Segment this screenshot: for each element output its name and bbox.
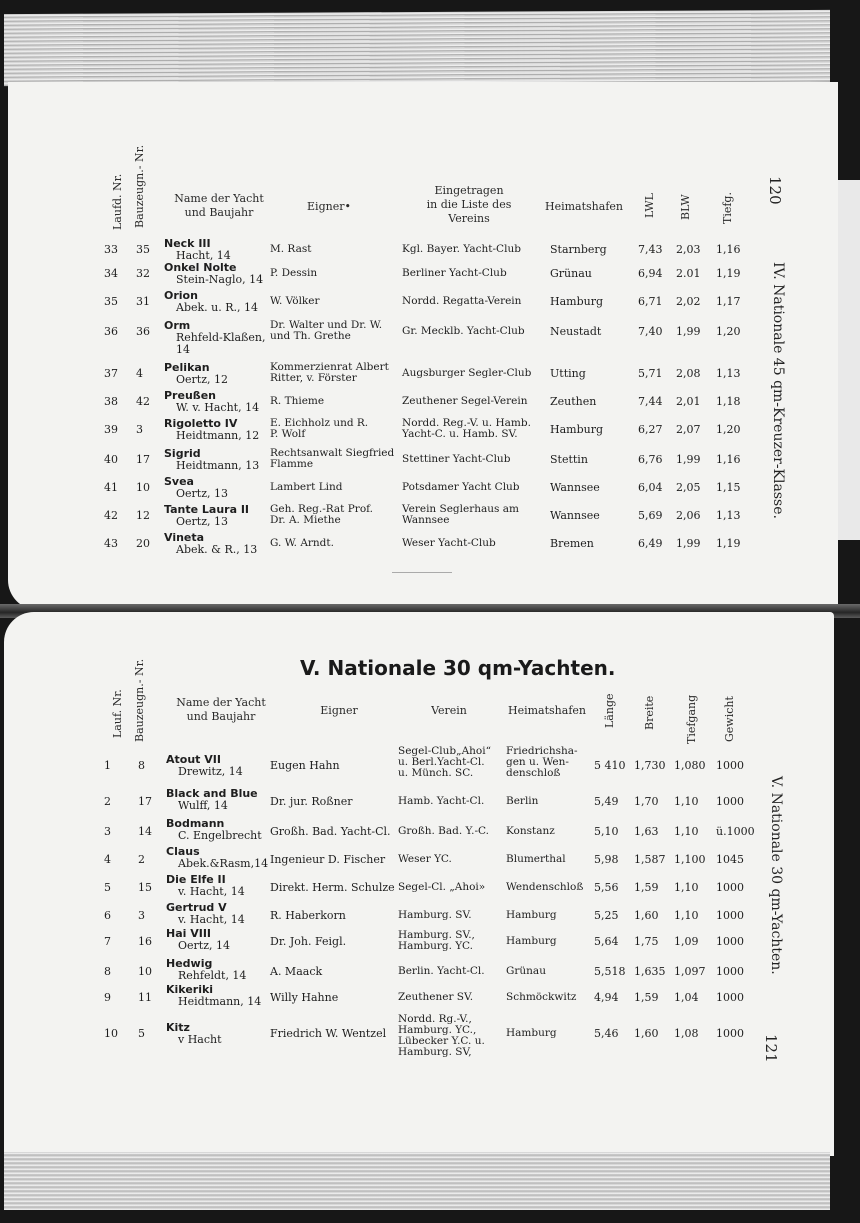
home-port: Utting — [550, 367, 586, 380]
lwl-value: 6,76 — [638, 453, 663, 466]
builder-year: W. v. Hacht, 14 — [176, 401, 260, 414]
gewicht-value: 1000 — [716, 935, 744, 948]
builder-year: Abek. & R., 13 — [176, 543, 258, 556]
header-lauf-nr: Lauf. Nr. — [111, 689, 124, 738]
tiefgang-value: 1,10 — [674, 881, 699, 894]
gewicht-value: 1000 — [716, 909, 744, 922]
club: Kgl. Bayer. Yacht-Club — [402, 243, 521, 255]
club: Potsdamer Yacht Club — [402, 481, 520, 493]
home-port: Blumerthal — [506, 853, 566, 865]
blw-value: 1,99 — [676, 453, 701, 466]
header-tiefg: Tiefg. — [721, 192, 734, 224]
yacht-name: Die Elfe II — [166, 873, 226, 886]
laenge-value: 5,98 — [594, 853, 619, 866]
row-number: 33 — [104, 243, 118, 256]
bauzeugnis-number: 3 — [138, 909, 145, 922]
club: Segel-Club„Ahoi“ u. Berl.Yacht-Cl. u. Münch. SC. — [398, 745, 491, 779]
yacht-name: Kitz — [166, 1021, 190, 1034]
club: Hamburg. SV., Hamburg. YC. — [398, 929, 475, 952]
laenge-value: 5,10 — [594, 825, 619, 838]
bauzeugnis-number: 17 — [136, 453, 150, 466]
header-verein: Verein — [431, 704, 467, 717]
tiefgang-value: 1,19 — [716, 537, 741, 550]
row-number: 9 — [104, 991, 111, 1004]
club: Zeuthener Segel-Verein — [402, 395, 528, 407]
owner: Direkt. Herm. Schulze — [270, 881, 395, 894]
row-number: 4 — [104, 853, 111, 866]
header-lfd-nr: Laufd. Nr. — [111, 173, 124, 230]
owner: M. Rast — [270, 243, 312, 255]
owner: A. Maack — [270, 965, 323, 978]
blw-value: 2,07 — [676, 423, 701, 436]
section-title: V. Nationale 30 qm-Yachten. — [300, 656, 616, 680]
home-port: Friedrichsha- gen u. Wen- denschloß — [506, 745, 578, 779]
row-number: 2 — [104, 795, 111, 808]
gewicht-value: 1000 — [716, 965, 744, 978]
club: Weser YC. — [398, 853, 452, 865]
home-port: Hamburg — [506, 935, 557, 947]
lwl-value: 6,71 — [638, 295, 663, 308]
lwl-value: 6,94 — [638, 267, 663, 280]
yacht-name: Atout VII — [166, 753, 221, 766]
header-heimatshafen: Heimatshafen — [545, 200, 623, 213]
header-bauzeugn-nr: Bauzeugn.- Nr. — [133, 658, 146, 742]
bauzeugnis-number: 10 — [136, 481, 150, 494]
bauzeugnis-number: 10 — [138, 965, 152, 978]
builder-year: Oertz, 13 — [176, 515, 228, 528]
laenge-value: 5,46 — [594, 1027, 619, 1040]
blw-value: 2,03 — [676, 243, 701, 256]
blw-value: 2,05 — [676, 481, 701, 494]
owner: R. Haberkorn — [270, 909, 346, 922]
lwl-value: 7,40 — [638, 325, 663, 338]
builder-year: v. Hacht, 14 — [178, 913, 245, 926]
bauzeugnis-number: 14 — [138, 825, 152, 838]
laenge-value: 4,94 — [594, 991, 619, 1004]
owner: Friedrich W. Wentzel — [270, 1027, 387, 1040]
header-heimatshafen: Heimatshafen — [508, 704, 586, 717]
lwl-value: 5,69 — [638, 509, 663, 522]
row-number: 3 — [104, 825, 111, 838]
home-port: Starnberg — [550, 243, 607, 256]
row-number: 1 — [104, 759, 111, 772]
row-number: 39 — [104, 423, 118, 436]
builder-year: Oertz, 13 — [176, 487, 228, 500]
home-port: Schmöckwitz — [506, 991, 577, 1003]
yacht-name: Orion — [164, 289, 198, 302]
yacht-name: Hedwig — [166, 957, 213, 970]
row-number: 43 — [104, 537, 118, 550]
breite-value: 1,63 — [634, 825, 659, 838]
tiefgang-value: 1,097 — [674, 965, 706, 978]
tiefgang-value: 1,16 — [716, 453, 741, 466]
tiefgang-value: 1,17 — [716, 295, 741, 308]
owner: Lambert Lind — [270, 481, 343, 493]
club: Berlin. Yacht-Cl. — [398, 965, 485, 977]
home-port: Berlin — [506, 795, 539, 807]
bauzeugnis-number: 17 — [138, 795, 152, 808]
tiefgang-value: 1,20 — [716, 423, 741, 436]
running-title-upper: IV. Nationale 45 qm-Kreuzer-Klasse. — [770, 262, 786, 519]
builder-year: Hacht, 14 — [176, 249, 231, 262]
bauzeugnis-number: 20 — [136, 537, 150, 550]
owner: Großh. Bad. Yacht-Cl. — [270, 825, 391, 838]
club: Nordd. Regatta-Verein — [402, 295, 522, 307]
club: Stettiner Yacht-Club — [402, 453, 511, 465]
bauzeugnis-number: 42 — [136, 395, 150, 408]
breite-value: 1,59 — [634, 881, 659, 894]
club: Zeuthener SV. — [398, 991, 474, 1003]
builder-year: Rehfeld-Klaßen, 14 — [176, 331, 266, 356]
tiefgang-value: 1,100 — [674, 853, 706, 866]
owner: Dr. Walter und Dr. W. und Th. Grethe — [270, 319, 383, 342]
builder-year: C. Engelbrecht — [178, 829, 262, 842]
header-eigner: Eigner — [320, 704, 358, 717]
breite-value: 1,60 — [634, 1027, 659, 1040]
club: Segel-Cl. „Ahoi» — [398, 881, 486, 893]
owner: E. Eichholz und R. P. Wolf — [270, 417, 369, 440]
row-number: 36 — [104, 325, 118, 338]
home-port: Hamburg — [550, 295, 604, 308]
yacht-name: Neck III — [164, 237, 211, 250]
owner: Eugen Hahn — [270, 759, 340, 772]
row-number: 42 — [104, 509, 118, 522]
header-name: Name der Yacht und Baujahr — [176, 696, 266, 723]
yacht-name: Pelikan — [164, 361, 210, 374]
yacht-name: Rigoletto IV — [164, 417, 238, 430]
yacht-name: Onkel Nolte — [164, 261, 237, 274]
home-port: Stettin — [550, 453, 588, 466]
bauzeugnis-number: 11 — [138, 991, 152, 1004]
gewicht-value: 1000 — [716, 991, 744, 1004]
header-bauzeugn-nr: Bauzeugn.- Nr. — [133, 144, 146, 228]
yacht-name: Hai VIII — [166, 927, 212, 940]
tiefgang-value: 1,04 — [674, 991, 699, 1004]
bauzeugnis-number: 35 — [136, 243, 150, 256]
tiefgang-value: 1,19 — [716, 267, 741, 280]
club: Großh. Bad. Y.-C. — [398, 825, 490, 837]
builder-year: v Hacht — [178, 1033, 222, 1046]
bauzeugnis-number: 12 — [136, 509, 150, 522]
tiefgang-value: 1,20 — [716, 325, 741, 338]
builder-year: Abek. u. R., 14 — [176, 301, 259, 314]
bauzeugnis-number: 15 — [138, 881, 152, 894]
owner: G. W. Arndt. — [270, 537, 334, 549]
builder-year: Rehfeldt, 14 — [178, 969, 247, 982]
tiefgang-value: 1,13 — [716, 509, 741, 522]
lwl-value: 7,43 — [638, 243, 663, 256]
row-number: 6 — [104, 909, 111, 922]
owner: Dr. Joh. Feigl. — [270, 935, 347, 948]
laenge-value: 5,64 — [594, 935, 619, 948]
blw-value: 1,99 — [676, 537, 701, 550]
builder-year: Wulff, 14 — [178, 799, 228, 812]
gewicht-value: ü.1000 — [716, 825, 755, 838]
owner: Dr. jur. Roßner — [270, 795, 353, 808]
yacht-name: Tante Laura II — [164, 503, 250, 516]
row-number: 10 — [104, 1027, 118, 1040]
blw-value: 2.01 — [676, 267, 701, 280]
page-stack-top — [4, 10, 830, 86]
builder-year: Stein-Naglo, 14 — [176, 273, 264, 286]
laenge-value: 5,56 — [594, 881, 619, 894]
header-tiefgang: Tiefgang — [685, 694, 698, 744]
owner: Geh. Reg.-Rat Prof. Dr. A. Miethe — [270, 503, 373, 526]
yacht-name: Preußen — [164, 389, 216, 402]
club: Augsburger Segler-Club — [402, 367, 532, 379]
header-laenge: Länge — [603, 693, 616, 728]
laenge-value: 5,518 — [594, 965, 626, 978]
blw-value: 2,08 — [676, 367, 701, 380]
gewicht-value: 1000 — [716, 881, 744, 894]
bauzeugnis-number: 32 — [136, 267, 150, 280]
header-eigner: Eigner• — [307, 200, 351, 213]
header-eingetragen: Eingetragen in die Liste des Vereins — [426, 184, 512, 225]
gewicht-value: 1000 — [716, 1027, 744, 1040]
tiefgang-value: 1,080 — [674, 759, 706, 772]
breite-value: 1,60 — [634, 909, 659, 922]
header-lwl: LWL — [643, 193, 656, 218]
tiefgang-value: 1,10 — [674, 825, 699, 838]
club: Nordd. Reg.-V. u. Hamb. Yacht-C. u. Hamb. SV. — [402, 417, 531, 440]
blw-value: 2,02 — [676, 295, 701, 308]
home-port: Grünau — [550, 267, 592, 280]
gewicht-value: 1000 — [716, 795, 744, 808]
owner: P. Dessin — [270, 267, 318, 279]
breite-value: 1,730 — [634, 759, 666, 772]
header-name: Name der Yacht und Baujahr — [174, 192, 264, 219]
yacht-name: Sigrid — [164, 447, 201, 460]
lwl-value: 5,71 — [638, 367, 663, 380]
home-port: Konstanz — [506, 825, 555, 837]
breite-value: 1,635 — [634, 965, 666, 978]
builder-year: Drewitz, 14 — [178, 765, 243, 778]
row-number: 41 — [104, 481, 118, 494]
tiefgang-value: 1,13 — [716, 367, 741, 380]
owner: Kommerzienrat Albert Ritter, v. Förster — [270, 361, 389, 384]
row-number: 38 — [104, 395, 118, 408]
home-port: Hamburg — [506, 909, 557, 921]
home-port: Wannsee — [550, 509, 600, 522]
club: Hamburg. SV. — [398, 909, 472, 921]
breite-value: 1,70 — [634, 795, 659, 808]
club: Weser Yacht-Club — [402, 537, 496, 549]
yacht-name: Orm — [164, 319, 191, 332]
owner: Ingenieur D. Fischer — [270, 853, 386, 866]
bauzeugnis-number: 5 — [138, 1027, 145, 1040]
breite-value: 1,587 — [634, 853, 666, 866]
tiefgang-value: 1,16 — [716, 243, 741, 256]
page-stack-bottom — [4, 1152, 830, 1210]
row-number: 7 — [104, 935, 111, 948]
yacht-name: Svea — [164, 475, 194, 488]
row-number: 34 — [104, 267, 118, 280]
builder-year: Heidtmann, 13 — [176, 459, 260, 472]
bauzeugnis-number: 3 — [136, 423, 143, 436]
owner: R. Thieme — [270, 395, 325, 407]
home-port: Hamburg — [550, 423, 604, 436]
page-number-upper: 120 — [766, 176, 784, 205]
row-number: 37 — [104, 367, 118, 380]
builder-year: Heidtmann, 12 — [176, 429, 260, 442]
row-number: 5 — [104, 881, 111, 894]
page-number-lower: 121 — [762, 1034, 780, 1063]
home-port: Neustadt — [550, 325, 602, 338]
blw-value: 1,99 — [676, 325, 701, 338]
lwl-value: 7,44 — [638, 395, 663, 408]
lwl-value: 6,49 — [638, 537, 663, 550]
laenge-value: 5 410 — [594, 759, 626, 772]
running-title-lower: V. Nationale 30 qm-Yachten. — [768, 776, 784, 975]
header-gewicht: Gewicht — [723, 696, 736, 742]
bauzeugnis-number: 31 — [136, 295, 150, 308]
club: Gr. Mecklb. Yacht-Club — [402, 325, 525, 337]
gewicht-value: 1000 — [716, 759, 744, 772]
club: Nordd. Rg.-V., Hamburg. YC., Lübecker Y.C. u. Hamburg. SV, — [398, 1013, 485, 1058]
builder-year: v. Hacht, 14 — [178, 885, 245, 898]
yacht-name: Kikeriki — [166, 983, 214, 996]
yacht-name: Vineta — [164, 531, 205, 544]
home-port: Wendenschloß — [506, 881, 584, 893]
club: Berliner Yacht-Club — [402, 267, 507, 279]
header-blw: BLW — [679, 194, 692, 220]
tiefgang-value: 1,15 — [716, 481, 741, 494]
laenge-value: 5,25 — [594, 909, 619, 922]
row-number: 40 — [104, 453, 118, 466]
owner: Willy Hahne — [270, 991, 339, 1004]
bauzeugnis-number: 8 — [138, 759, 145, 772]
home-port: Grünau — [506, 965, 546, 977]
bauzeugnis-number: 36 — [136, 325, 150, 338]
club: Hamb. Yacht-Cl. — [398, 795, 485, 807]
tiefgang-value: 1,10 — [674, 909, 699, 922]
breite-value: 1,59 — [634, 991, 659, 1004]
yacht-name: Claus — [166, 845, 200, 858]
tiefgang-value: 1,09 — [674, 935, 699, 948]
home-port: Wannsee — [550, 481, 600, 494]
divider-rule — [392, 572, 452, 573]
yacht-name: Gertrud V — [166, 901, 227, 914]
home-port: Zeuthen — [550, 395, 597, 408]
owner: W. Völker — [270, 295, 320, 307]
blw-value: 2,06 — [676, 509, 701, 522]
home-port: Bremen — [550, 537, 594, 550]
tiefgang-value: 1,10 — [674, 795, 699, 808]
row-number: 35 — [104, 295, 118, 308]
builder-year: Oertz, 12 — [176, 373, 228, 386]
lwl-value: 6,04 — [638, 481, 663, 494]
upper-table — [104, 144, 764, 570]
builder-year: Oertz, 14 — [178, 939, 230, 952]
tiefgang-value: 1,18 — [716, 395, 741, 408]
builder-year: Abek.&Rasm,14 — [178, 857, 269, 870]
owner: Rechtsanwalt Siegfried Flamme — [270, 447, 395, 470]
home-port: Hamburg — [506, 1027, 557, 1039]
gewicht-value: 1045 — [716, 853, 744, 866]
laenge-value: 5,49 — [594, 795, 619, 808]
bauzeugnis-number: 4 — [136, 367, 143, 380]
yacht-name: Bodmann — [166, 817, 225, 830]
bauzeugnis-number: 2 — [138, 853, 145, 866]
tiefgang-value: 1,08 — [674, 1027, 699, 1040]
lwl-value: 6,27 — [638, 423, 663, 436]
yacht-name: Black and Blue — [166, 787, 258, 800]
bauzeugnis-number: 16 — [138, 935, 152, 948]
header-breite: Breite — [643, 695, 656, 730]
blw-value: 2,01 — [676, 395, 701, 408]
builder-year: Heidtmann, 14 — [178, 995, 262, 1008]
club: Verein Seglerhaus am Wannsee — [402, 503, 519, 526]
breite-value: 1,75 — [634, 935, 659, 948]
row-number: 8 — [104, 965, 111, 978]
